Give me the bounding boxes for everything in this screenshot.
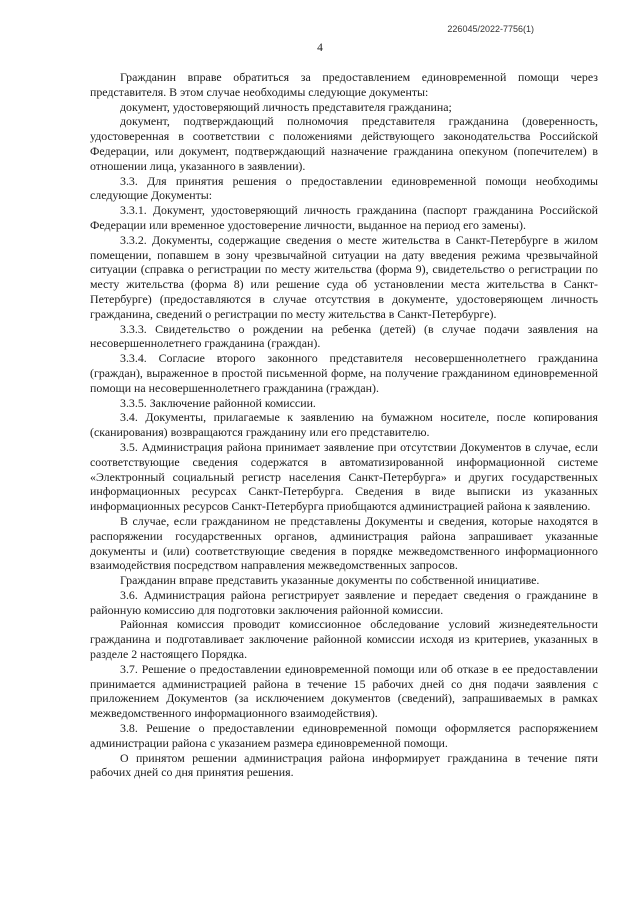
paragraph-3-3-3: 3.3.3. Свидетельство о рождении на ребенка (детей) (в случае подачи заявления на несовершеннолетнего гражданина (граждан). <box>90 321 598 351</box>
paragraph-3-5-own-initiative: Гражданин вправе представить указанные документы по собственной инициативе. <box>120 573 540 588</box>
paragraph-3-3-2: 3.3.2. Документы, содержащие сведения о месте жительства в Санкт-Петербурге в жилом помещении, попавшем в зону чрезвычайной ситуации на дату введения режима чрезвычайной ситуации (справка о регистрации по месту жительства (форма 9), свидетельство о регистрации по месту жительства (форма 8) или решение суда об установлении места жительства в Санкт-Петербурге) (предоставляются в случае отсутствия в документе, удостоверяющем личность гражданина, сведений о регистрации по месту жительства в Санкт-Петербурге). <box>90 232 598 321</box>
paragraph-3-4: 3.4. Документы, прилагаемые к заявлению на бумажном носителе, после копирования (сканирования) возвращаются гражданину или его представителю. <box>90 410 598 440</box>
paragraph-3-3: 3.3. Для принятия решения о предоставлении единовременной помощи необходимы следующие Документы: <box>90 173 598 203</box>
paragraph-3-7: 3.7. Решение о предоставлении единовременной помощи или об отказе в ее предоставлении принимается администрацией района в течение 15 рабочих дней со дня подачи заявления с приложением Документов (за исключением документов (сведений), запрашиваемых в рамках межведомственного информационного взаимодействия). <box>90 661 598 721</box>
paragraph-3-8-notification: О принятом решении администрация района информирует гражданина в течение пяти рабочих дней со дня принятия решения. <box>90 750 598 780</box>
paragraph-3-5: 3.5. Администрация района принимает заявление при отсутствии Документов в случае, если соответствующие сведения содержатся в автоматизированной информационной системе «Электронный социальный регистр населения Санкт-Петербурга» и других государственных информационных ресурсах Санкт-Петербурга. Сведения в виде выписки из указанных информационных ресурсов Санкт-Петербурга приобщаются администрацией района к заявлению. <box>90 439 598 514</box>
paragraph-rep-authority-document: документ, подтверждающий полномочия представителя гражданина (доверенность, удостоверенная в соответствии с положениями действующего законодательства Российской Федерации, или документ, подтверждающий назначение гражданина опекуном (попечителем) в отношении лица, указанного в заявлении). <box>90 114 598 173</box>
paragraph-3-3-5: 3.3.5. Заключение районной комиссии. <box>120 395 316 410</box>
document-id: 226045/2022-7756(1) <box>447 24 534 34</box>
paragraph-rep-id-document: документ, удостоверяющий личность представителя гражданина; <box>120 99 452 114</box>
document-body <box>90 70 598 780</box>
paragraph-3-3-1: 3.3.1. Документ, удостоверяющий личность гражданина (паспорт гражданина Российской Федерации или временное удостоверение личности, выданное на период его замены). <box>90 203 598 232</box>
paragraph-representative: Гражданин вправе обратиться за предоставлением единовременной помощи через представителя. В этом случае необходимы следующие документы: <box>90 70 598 99</box>
paragraph-3-5-interagency: В случае, если гражданином не представлены Документы и сведения, которые находятся в распоряжении государственных органов, администрация района запрашивает указанные документы и (или) соответствующие сведения в порядке межведомственного информационного взаимодействия посредством направления межведомственных запросов. <box>90 513 598 573</box>
paragraph-3-6-commission: Районная комиссия проводит комиссионное обследование условий жизнедеятельности гражданина и подготавливает заключение районной комиссии исходя из критериев, указанных в разделе 2 настоящего Порядка. <box>90 617 598 662</box>
paragraph-3-6: 3.6. Администрация района регистрирует заявление и передает сведения о гражданине в районную комиссию для подготовки заключения районной комиссии. <box>90 587 598 617</box>
paragraph-3-8: 3.8. Решение о предоставлении единовременной помощи оформляется распоряжением администрации района с указанием размера единовременной помощи. <box>90 721 598 750</box>
paragraph-3-3-4: 3.3.4. Согласие второго законного представителя несовершеннолетнего гражданина (граждан), выраженное в простой письменной форме, на получение гражданином единовременной помощи на несовершеннолетнего гражданина (граждан). <box>90 351 598 395</box>
page-number: 4 <box>317 42 323 54</box>
